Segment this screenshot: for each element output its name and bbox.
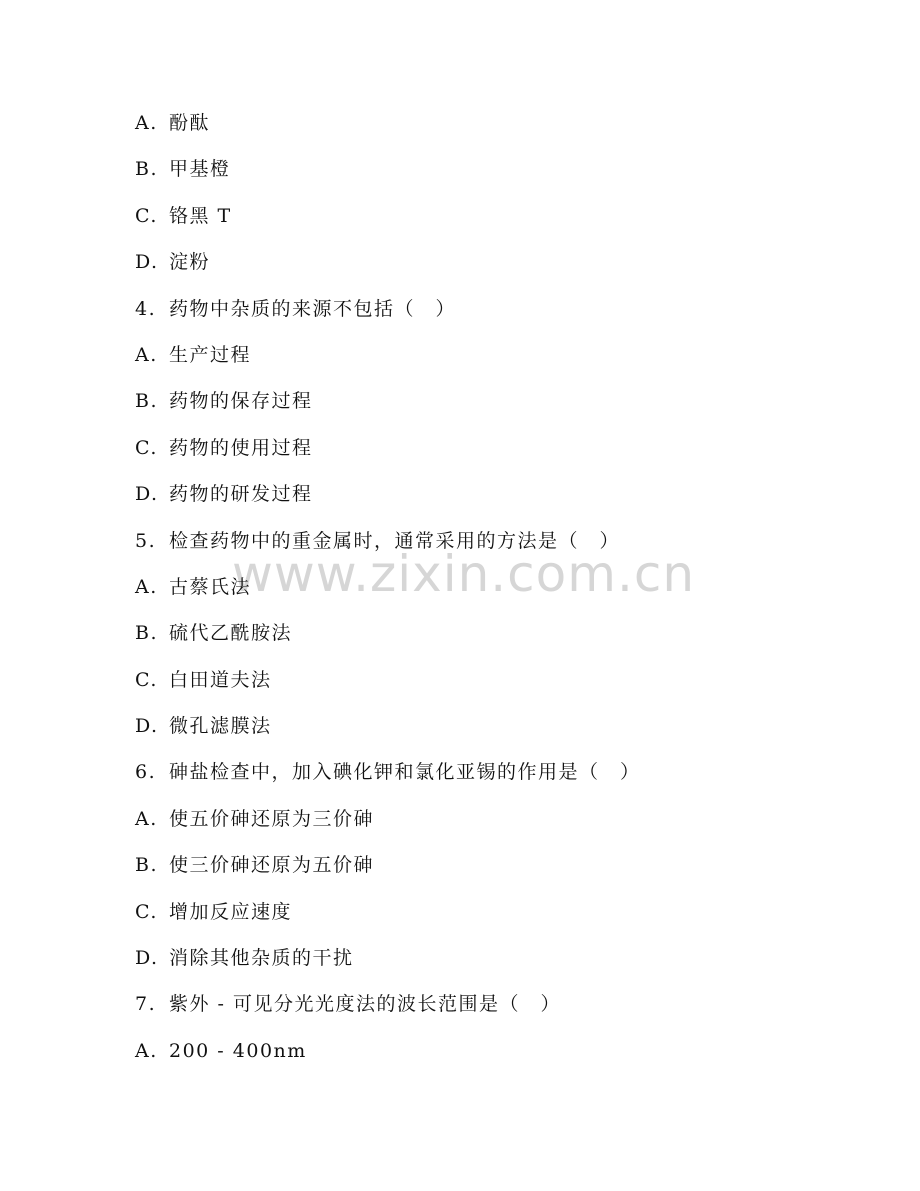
- option-text: 生产过程: [169, 343, 252, 366]
- answer-option: [135, 1036, 855, 1082]
- answer-option: [135, 618, 855, 664]
- option-text: 微孔滤膜法: [169, 715, 272, 738]
- option-text: 铬黑 T: [169, 204, 232, 227]
- question-list: [135, 108, 855, 1082]
- answer-option: [135, 572, 855, 618]
- option-text: 酚酞: [169, 112, 211, 134]
- option-letter: A.: [135, 575, 158, 598]
- answer-option: [135, 850, 855, 896]
- question-number: 6.: [135, 761, 157, 784]
- option-letter: D.: [135, 947, 159, 970]
- answer-option: [135, 804, 855, 850]
- option-letter: B.: [135, 854, 159, 877]
- answer-option: [135, 340, 855, 386]
- answer-option: [135, 897, 855, 943]
- option-letter: A.: [135, 112, 158, 134]
- option-letter: D.: [135, 251, 159, 274]
- option-text: 淀粉: [169, 251, 211, 274]
- option-letter: B.: [135, 622, 159, 645]
- option-text: 消除其他杂质的干扰: [169, 947, 354, 970]
- question-text: 检查药物中的重金属时，通常采用的方法是（ ）: [169, 529, 621, 552]
- question-stem: [135, 294, 855, 340]
- question-text: 砷盐检查中，加入碘化钾和氯化亚锡的作用是（ ）: [169, 761, 641, 784]
- question-stem: [135, 757, 855, 803]
- option-text: 古蔡氏法: [169, 575, 252, 598]
- option-text: 药物的保存过程: [169, 390, 313, 413]
- answer-option: [135, 247, 855, 293]
- question-text: 紫外 - 可见分光光度法的波长范围是（ ）: [169, 993, 562, 1016]
- option-letter: C.: [135, 900, 158, 923]
- option-letter: C.: [135, 436, 158, 459]
- option-letter: C.: [135, 204, 158, 227]
- option-text: 增加反应速度: [169, 900, 293, 923]
- answer-option: [135, 386, 855, 432]
- answer-option: [135, 479, 855, 525]
- option-letter: A.: [135, 1039, 158, 1062]
- option-text: 使五价砷还原为三价砷: [169, 807, 375, 830]
- question-number: 5.: [135, 529, 157, 552]
- option-text: 200 - 400nm: [169, 1039, 307, 1062]
- question-number: 4.: [135, 297, 157, 320]
- option-text: 硫代乙酰胺法: [169, 622, 293, 645]
- option-letter: B.: [135, 158, 159, 181]
- option-text: 白田道夫法: [169, 668, 272, 691]
- option-letter: C.: [135, 668, 158, 691]
- answer-option: [135, 943, 855, 989]
- question-number: 7.: [135, 993, 157, 1016]
- question-stem: [135, 526, 855, 572]
- option-text: 药物的研发过程: [169, 483, 313, 506]
- answer-option: [135, 433, 855, 479]
- answer-option: [135, 665, 855, 711]
- option-letter: D.: [135, 715, 159, 738]
- option-letter: A.: [135, 807, 158, 830]
- option-text: 甲基橙: [169, 158, 231, 181]
- answer-option: [135, 108, 855, 154]
- option-letter: D.: [135, 483, 159, 506]
- answer-option: [135, 201, 855, 247]
- question-text: 药物中杂质的来源不包括（ ）: [169, 297, 457, 320]
- option-text: 使三价砷还原为五价砷: [169, 854, 375, 877]
- option-text: 药物的使用过程: [169, 436, 313, 459]
- option-letter: B.: [135, 390, 159, 413]
- answer-option: [135, 154, 855, 200]
- answer-option: [135, 711, 855, 757]
- option-letter: A.: [135, 343, 158, 366]
- watermark: www.zixin.com.cn: [232, 545, 696, 603]
- question-stem: [135, 989, 855, 1035]
